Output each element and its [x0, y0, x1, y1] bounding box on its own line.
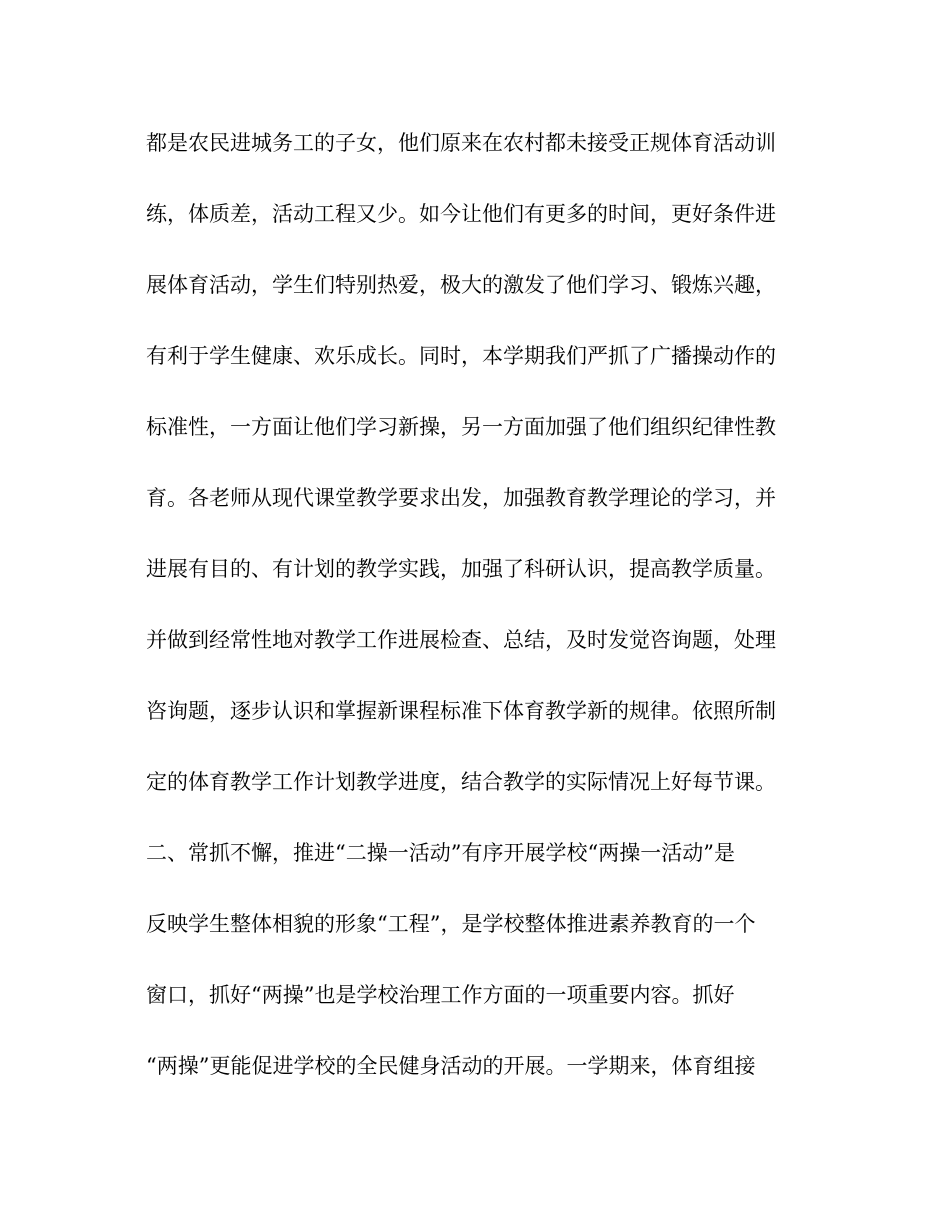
text-line: 练，体质差，活动工程又少。如今让他们有更多的时间，更好条件进 [146, 202, 776, 226]
text-line: 反映学生整体相貌的形象“工程”，是学校整体推进素养教育的一个 [146, 912, 756, 936]
text-line: 有利于学生健康、欢乐成长。同时，本学期我们严抓了广播操动作的 [146, 344, 776, 368]
text-line: 窗口，抓好“两操”也是学校治理工作方面的一项重要内容。抓好 [146, 983, 735, 1007]
text-line: 展体育活动，学生们特别热爱，极大的激发了他们学习、锻炼兴趣， [146, 273, 776, 297]
text-line: 育。各老师从现代课堂教学要求出发，加强教育教学理论的学习，并 [146, 486, 776, 510]
text-line: 定的体育教学工作计划教学进度，结合教学的实际情况上好每节课。 [146, 770, 776, 794]
text-line: 并做到经常性地对教学工作进展检查、总结，及时发觉咨询题，处理 [146, 628, 776, 652]
text-line: 都是农民进城务工的子女，他们原来在农村都未接受正规体育活动训 [146, 131, 776, 155]
text-line: 咨询题，逐步认识和掌握新课程标准下体育教学新的规律。依照所制 [146, 699, 776, 723]
text-line: 二、常抓不懈，推进“二操一活动”有序开展学校“两操一活动”是 [146, 841, 735, 865]
text-line: “两操”更能促进学校的全民健身活动的开展。一学期来，体育组接 [146, 1054, 756, 1078]
text-line: 进展有目的、有计划的教学实践，加强了科研认识，提高教学质量。 [146, 557, 776, 581]
text-line: 标准性，一方面让他们学习新操，另一方面加强了他们组织纪律性教 [146, 415, 776, 439]
